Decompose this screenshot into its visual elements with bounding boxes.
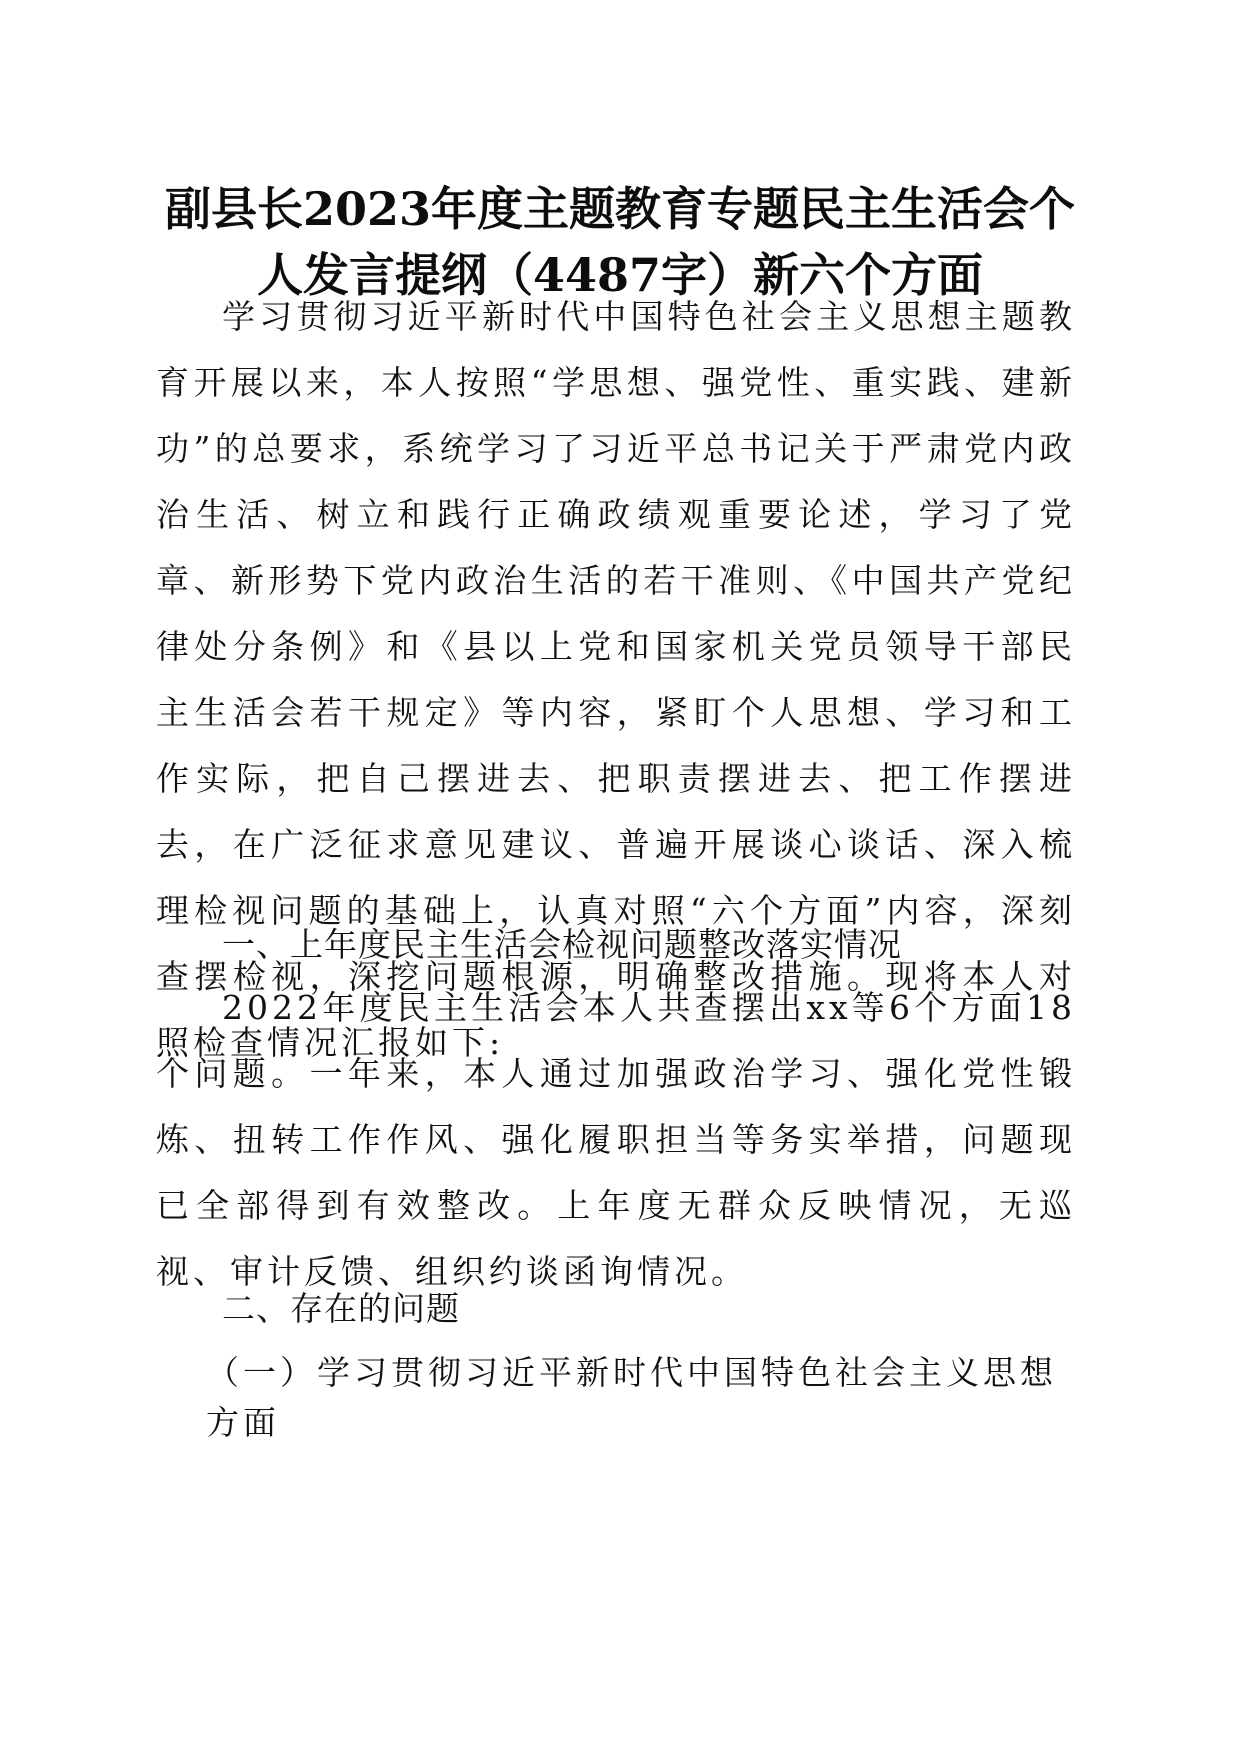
intro-paragraph: 学习贯彻习近平新时代中国特色社会主义思想主题教育开展以来，本人按照“学思想、强党性、重实践、建新功”的总要求，系统学习了习近平总书记关于严肃党内政治生活、树立和践行正确政绩观重要论述，学习了党章、新形势下党内政治生活的若干准则、《中国共产党纪律处分条例》和《县以上党和国家机关党员领导干部民主生活会若干规定》等内容，紧盯个人思想、学习和工作实际，把自己摆进去、把职责摆进去、把工作摆进去，在广泛征求意见建议、普遍开展谈心谈话、深入梳理检视问题的基础上，认真对照“六个方面”内容，深刻查摆检视，深挖问题根源，明确整改措施。现将本人对照检查情况汇报如下: (156, 297, 1076, 1062)
section-2-heading: 二、存在的问题 (222, 1289, 460, 1328)
document-title-line-2: 人发言提纲（4487字）新六个方面 (256, 248, 984, 302)
document-title-line-1: 副县长2023年度主题教育专题民主生活会个 (164, 182, 1076, 236)
subsection-1-heading: （一）学习贯彻习近平新时代中国特色社会主义思想方面 (206, 1353, 1057, 1442)
section-1-heading: 一、上年度民主生活会检视问题整改落实情况 (222, 925, 902, 964)
section-1-paragraph: 2022年度民主生活会本人共查摆出xx等6个方面18个问题。一年来，本人通过加强政治学习、强化党性锻炼、扭转工作作风、强化履职担当等务实举措，问题现已全部得到有效整改。上年度无群众反映情况，无巡视、审计反馈、组织约谈函询情况。 (156, 988, 1076, 1291)
